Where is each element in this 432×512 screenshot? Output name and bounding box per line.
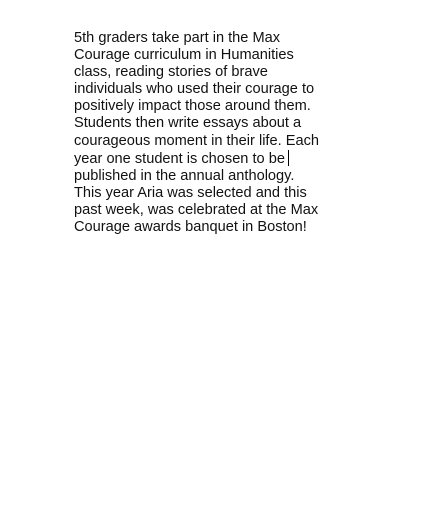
text-line: class, reading stories of brave: [74, 64, 268, 81]
text-line: individuals who used their courage to: [74, 81, 315, 98]
text-line: past week, was celebrated at the Max: [74, 201, 319, 218]
text-cursor: [288, 150, 290, 166]
text-line: published in the annual anthology.: [74, 167, 295, 184]
text-line: This year Aria was selected and this: [74, 184, 307, 201]
text-line: courageous moment in their life. Each: [74, 132, 319, 149]
text-line: Courage curriculum in Humanities: [74, 47, 294, 64]
text-line: positively impact those around them.: [74, 98, 311, 115]
text-line-with-caret: [74, 150, 344, 168]
text-line: Students then write essays about a: [74, 115, 302, 132]
body-text[interactable]: [74, 30, 344, 236]
text-line: Courage awards banquet in Boston!: [74, 219, 307, 236]
text-line: 5th graders take part in the Max: [74, 30, 281, 46]
text-line: year one student is chosen to be: [74, 150, 285, 167]
